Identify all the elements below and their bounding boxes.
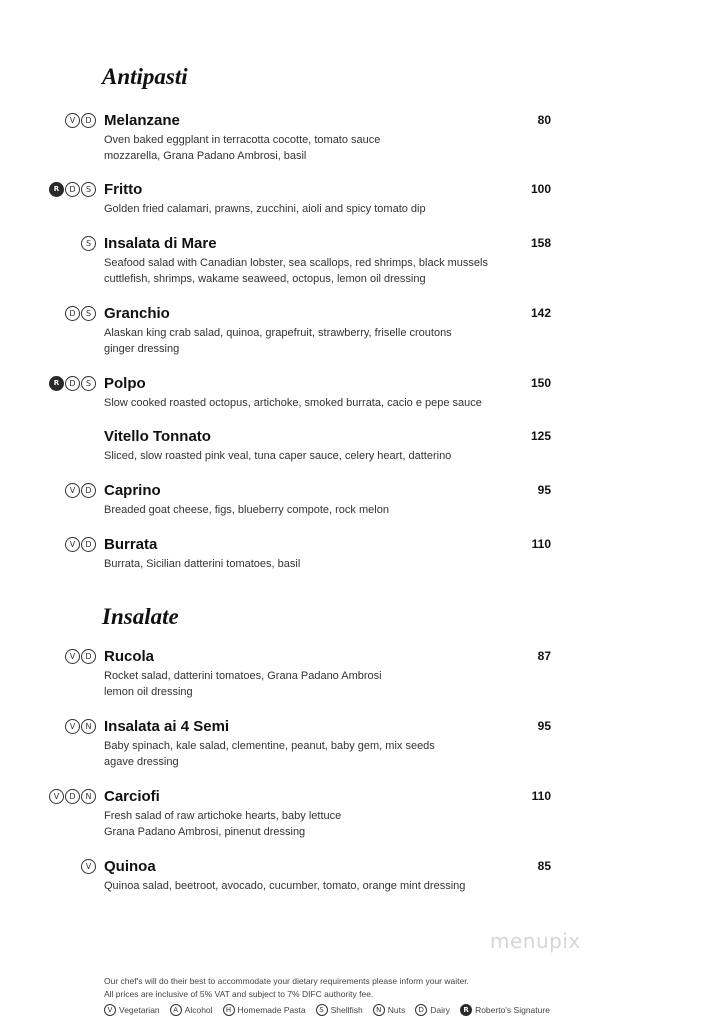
- description-line: Burrata, Sicilian datterini tomatoes, basil: [104, 558, 301, 570]
- legend-v-icon: V: [104, 1004, 116, 1016]
- item-name: Carciofi: [104, 788, 160, 805]
- dietary-badges: [65, 483, 96, 498]
- item-description: [104, 502, 524, 518]
- badge-v-icon: V: [65, 649, 80, 664]
- dietary-legend: [104, 1004, 550, 1016]
- item-description: [104, 738, 524, 770]
- legend-label: Shellfish: [330, 1005, 363, 1015]
- item-description: [104, 325, 524, 357]
- badge-d-icon: D: [81, 113, 96, 128]
- item-description: [104, 556, 524, 572]
- description-line: Oven baked eggplant in terracotta cocotte, tomato sauce: [104, 134, 381, 146]
- description-line: lemon oil dressing: [104, 686, 193, 698]
- dietary-badges: [81, 859, 96, 874]
- dietary-badges: [65, 649, 96, 664]
- item-price: 87: [537, 649, 551, 663]
- item-price: 150: [530, 376, 551, 390]
- footer-notes: [104, 975, 469, 1001]
- badge-s-icon: S: [81, 306, 96, 321]
- footer-note-prices: All prices are inclusive of 5% VAT and subject to 7% DIFC authority fee.: [104, 989, 374, 999]
- item-price: 100: [530, 182, 551, 196]
- badge-d-icon: D: [65, 789, 80, 804]
- item-price: 125: [530, 429, 551, 443]
- item-description: [104, 668, 524, 700]
- footer-note-dietary: Our chef's will do their best to accommodate your dietary requirements please inform your waiter.: [104, 976, 469, 986]
- badge-d-icon: D: [81, 483, 96, 498]
- item-description: [104, 395, 524, 411]
- item-description: [104, 448, 524, 464]
- item-description: [104, 201, 524, 217]
- badge-v-icon: V: [65, 483, 80, 498]
- legend-entry-dairy: [415, 1004, 450, 1016]
- badge-r-icon: R: [49, 182, 64, 197]
- item-price: 85: [537, 859, 551, 873]
- badge-v-icon: V: [49, 789, 64, 804]
- legend-s-icon: S: [316, 1004, 328, 1016]
- badge-d-icon: D: [65, 306, 80, 321]
- description-line: Seafood salad with Canadian lobster, sea scallops, red shrimps, black mussels: [104, 257, 488, 269]
- legend-a-icon: A: [170, 1004, 182, 1016]
- item-name: Burrata: [104, 536, 158, 553]
- badge-r-icon: R: [49, 376, 64, 391]
- item-price: 95: [537, 483, 551, 497]
- item-description: [104, 808, 524, 840]
- item-name: Melanzane: [104, 112, 180, 129]
- item-price: 80: [537, 113, 551, 127]
- legend-entry-shellfish: [316, 1004, 363, 1016]
- item-description: [104, 255, 524, 287]
- legend-label: Homemade Pasta: [237, 1005, 306, 1015]
- description-line: mozzarella, Grana Padano Ambrosi, basil: [104, 150, 307, 162]
- item-name: Rucola: [104, 648, 155, 665]
- item-name: Polpo: [104, 375, 146, 392]
- badge-s-icon: S: [81, 182, 96, 197]
- item-price: 158: [530, 236, 551, 250]
- legend-label: Roberto's Signature: [475, 1005, 550, 1015]
- legend-n-icon: N: [373, 1004, 385, 1016]
- item-name: Insalata ai 4 Semi: [104, 718, 230, 735]
- legend-r-icon: R: [460, 1004, 472, 1016]
- legend-entry-homemade-pasta: [223, 1004, 306, 1016]
- description-line: Breaded goat cheese, figs, blueberry compote, rock melon: [104, 504, 389, 516]
- description-line: Slow cooked roasted octopus, artichoke, smoked burrata, cacio e pepe sauce: [104, 397, 482, 409]
- description-line: Fresh salad of raw artichoke hearts, baby lettuce: [104, 810, 342, 822]
- legend-entry-nuts: [373, 1004, 405, 1016]
- item-price: 110: [531, 789, 551, 803]
- legend-entry-roberto-s-signature: [460, 1004, 550, 1016]
- description-line: Golden fried calamari, prawns, zucchini, aioli and spicy tomato dip: [104, 203, 426, 215]
- description-line: Alaskan king crab salad, quinoa, grapefruit, strawberry, friselle croutons: [104, 327, 452, 339]
- legend-label: Dairy: [430, 1005, 451, 1015]
- item-price: 142: [530, 306, 551, 320]
- badge-d-icon: D: [81, 649, 96, 664]
- dietary-badges: [49, 182, 96, 197]
- dietary-badges: [65, 306, 96, 321]
- badge-n-icon: N: [81, 719, 96, 734]
- description-line: Quinoa salad, beetroot, avocado, cucumber, tomato, orange mint dressing: [104, 880, 466, 892]
- item-description: [104, 878, 524, 894]
- badge-d-icon: D: [65, 182, 80, 197]
- description-line: Grana Padano Ambrosi, pinenut dressing: [104, 826, 306, 838]
- description-line: cuttlefish, shrimps, wakame seaweed, octopus, lemon oil dressing: [104, 273, 426, 285]
- legend-label: Vegetarian: [119, 1005, 160, 1015]
- item-name: Vitello Tonnato: [104, 428, 211, 445]
- item-price: 110: [531, 537, 551, 551]
- item-name: Quinoa: [104, 858, 156, 875]
- section-title-insalate: Insalate: [102, 604, 179, 629]
- item-name: Fritto: [104, 181, 143, 198]
- legend-d-icon: D: [415, 1004, 427, 1016]
- menupix-watermark: menupix: [490, 929, 581, 953]
- dietary-badges: [49, 376, 96, 391]
- badge-v-icon: V: [81, 859, 96, 874]
- badge-s-icon: S: [81, 376, 96, 391]
- dietary-badges: [65, 537, 96, 552]
- dietary-badges: [65, 113, 96, 128]
- badge-d-icon: D: [65, 376, 80, 391]
- description-line: Sliced, slow roasted pink veal, tuna caper sauce, celery heart, datterino: [104, 450, 452, 462]
- badge-s-icon: S: [81, 236, 96, 251]
- section-title-antipasti: Antipasti: [102, 64, 188, 89]
- dietary-badges: [65, 719, 96, 734]
- item-name: Granchio: [104, 305, 170, 322]
- badge-v-icon: V: [65, 537, 80, 552]
- badge-v-icon: V: [65, 113, 80, 128]
- legend-h-icon: H: [223, 1004, 235, 1016]
- legend-label: Alcohol: [184, 1005, 213, 1015]
- badge-n-icon: N: [81, 789, 96, 804]
- description-line: Rocket salad, datterini tomatoes, Grana Padano Ambrosi: [104, 670, 382, 682]
- description-line: Baby spinach, kale salad, clementine, peanut, baby gem, mix seeds: [104, 740, 435, 752]
- badge-v-icon: V: [65, 719, 80, 734]
- item-name: Insalata di Mare: [104, 235, 217, 252]
- item-name: Caprino: [104, 482, 161, 499]
- item-description: [104, 132, 524, 164]
- dietary-badges: [81, 236, 96, 251]
- description-line: agave dressing: [104, 756, 179, 768]
- legend-label: Nuts: [387, 1005, 406, 1015]
- dietary-badges: [49, 789, 96, 804]
- description-line: ginger dressing: [104, 343, 180, 355]
- legend-entry-vegetarian: [104, 1004, 160, 1016]
- item-price: 95: [537, 719, 551, 733]
- badge-d-icon: D: [81, 537, 96, 552]
- legend-entry-alcohol: [170, 1004, 213, 1016]
